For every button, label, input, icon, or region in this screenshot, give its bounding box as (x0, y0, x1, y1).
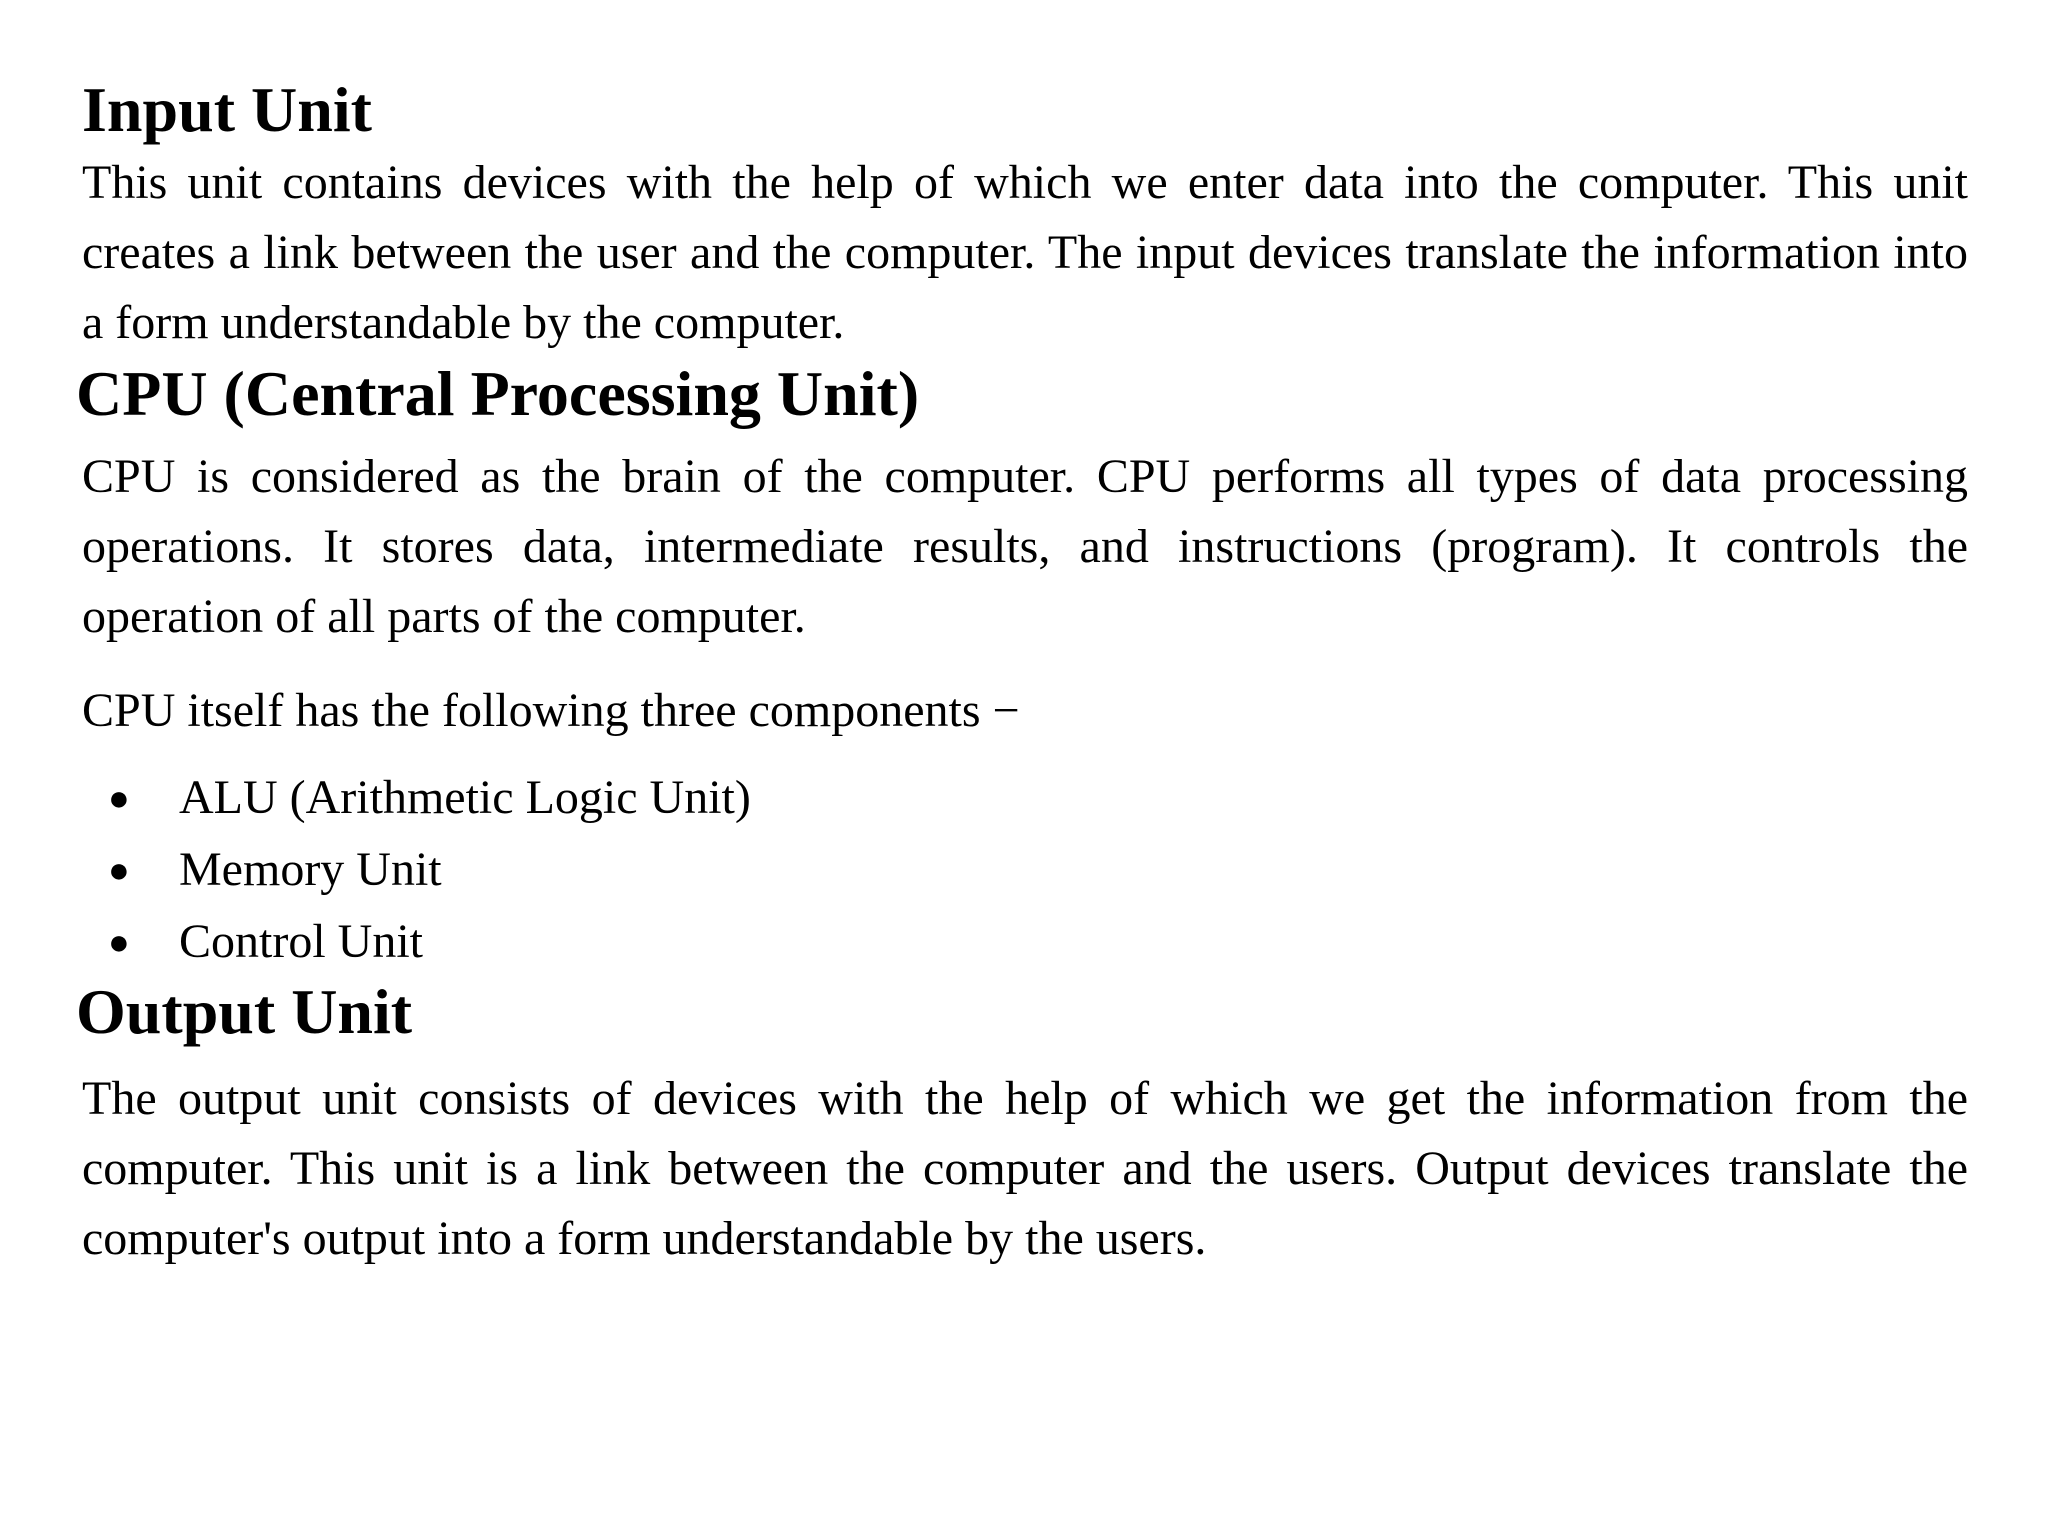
list-item-label: Control Unit (179, 915, 424, 968)
list-item (82, 906, 1968, 978)
input-unit-heading: Input Unit (82, 74, 372, 145)
list-item-label: Memory Unit (179, 843, 442, 896)
output-unit-paragraph: The output unit consists of devices with the help of which we get the information from the computer. This unit is a link between the computer and the users. Output devices translate the computer's output into a form understandable by the users. (82, 1072, 1968, 1265)
list-item (82, 762, 1968, 834)
cpu-heading: CPU (Central Processing Unit) (76, 358, 920, 429)
list-item-label: ALU (Arithmetic Logic Unit) (179, 771, 751, 824)
bullet-icon: ● (108, 922, 130, 962)
output-unit-heading: Output Unit (76, 976, 413, 1047)
bullet-icon: ● (108, 778, 130, 818)
input-unit-paragraph: This unit contains devices with the help of which we enter data into the computer. This unit creates a link between the user and the computer. The input devices translate the information into a form understandable by the computer. (82, 156, 1968, 349)
document-page (76, 0, 1968, 1274)
bullet-icon: ● (108, 850, 130, 890)
cpu-paragraph: CPU is considered as the brain of the computer. CPU performs all types of data processing operations. It stores data, intermediate results, and instructions (program). It controls the operation of all parts of the computer. (82, 450, 1968, 643)
cpu-components-list (82, 762, 1968, 978)
list-item (82, 834, 1968, 906)
cpu-components-intro: CPU itself has the following three components − (82, 684, 1020, 737)
